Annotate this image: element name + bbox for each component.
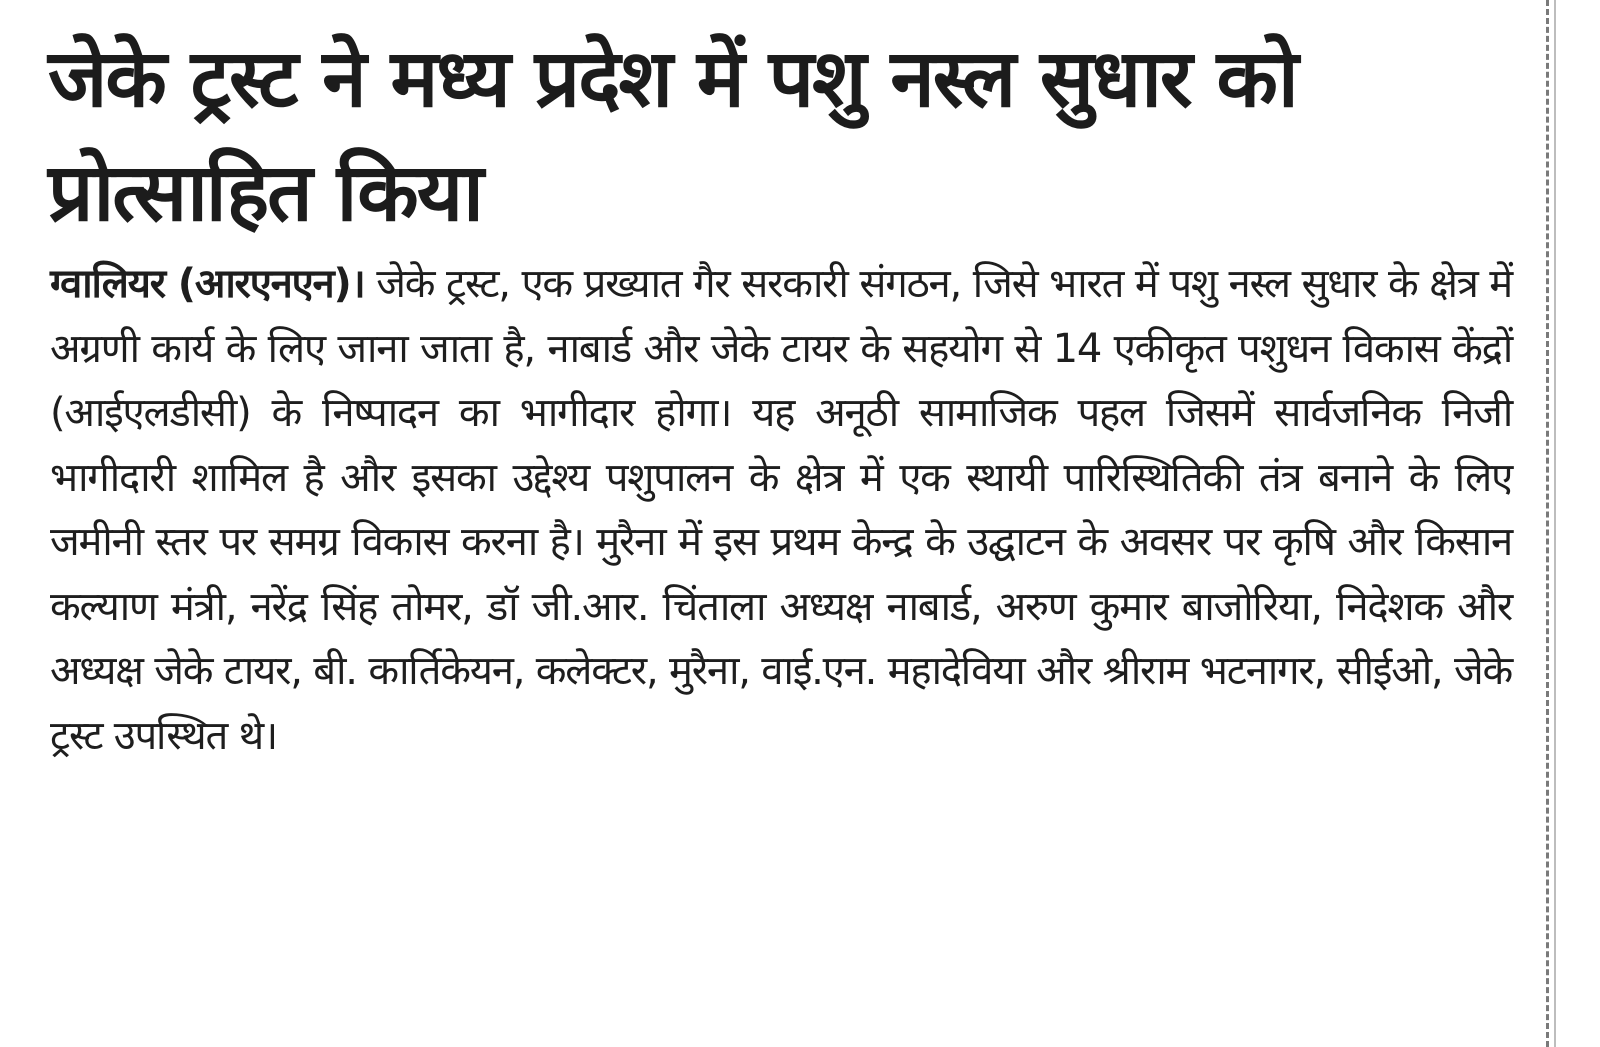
article-body-text: जेके ट्रस्ट, एक प्रख्यात गैर सरकारी संगठन, जिसे भारत में पशु नस्ल सुधार के क्षेत्र में अग्रणी कार्य के लिए जाना जाता है, नाबार्ड और जेके टायर के सहयोग से 14 एकीकृत पशुधन विकास केंद्रों (आईएलडीसी) के निष्पादन का भागीदार होगा। यह अनूठी सामाजिक पहल जिसमें सार्वजनिक निजी भागीदारी शामिल है और इसका उद्देश्य पशुपालन के क्षेत्र में एक स्थायी पारिस्थितिकी तंत्र बनाने के लिए जमीनी स्तर पर समग्र विकास करना है। मुरैना में इस प्रथम केन्द्र के उद्घाटन के अवसर पर कृषि और किसान कल्याण मंत्री, नरेंद्र सिंह तोमर, डॉ जी.आर. चिंताला अध्यक्ष नाबार्ड, अरुण कुमार बाजोरिया, निदेशक और अध्यक्ष जेके टायर, बी. कार्तिकेयन, कलेक्टर, मुरैना, वाई.एन. महादेविया और श्रीराम भटनागर, सीईओ, जेके ट्रस्ट उपस्थित थे। xyxy=(50,261,1512,759)
column-edge-rule xyxy=(1546,0,1549,1047)
column-edge-shadow xyxy=(1554,0,1556,1047)
article-dateline: ग्वालियर (आरएनएन)। xyxy=(50,261,365,307)
article-body xyxy=(50,252,1512,768)
article-headline: जेके ट्रस्ट ने मध्य प्रदेश में पशु नस्ल सुधार को प्रोत्साहित किया xyxy=(48,32,1297,239)
